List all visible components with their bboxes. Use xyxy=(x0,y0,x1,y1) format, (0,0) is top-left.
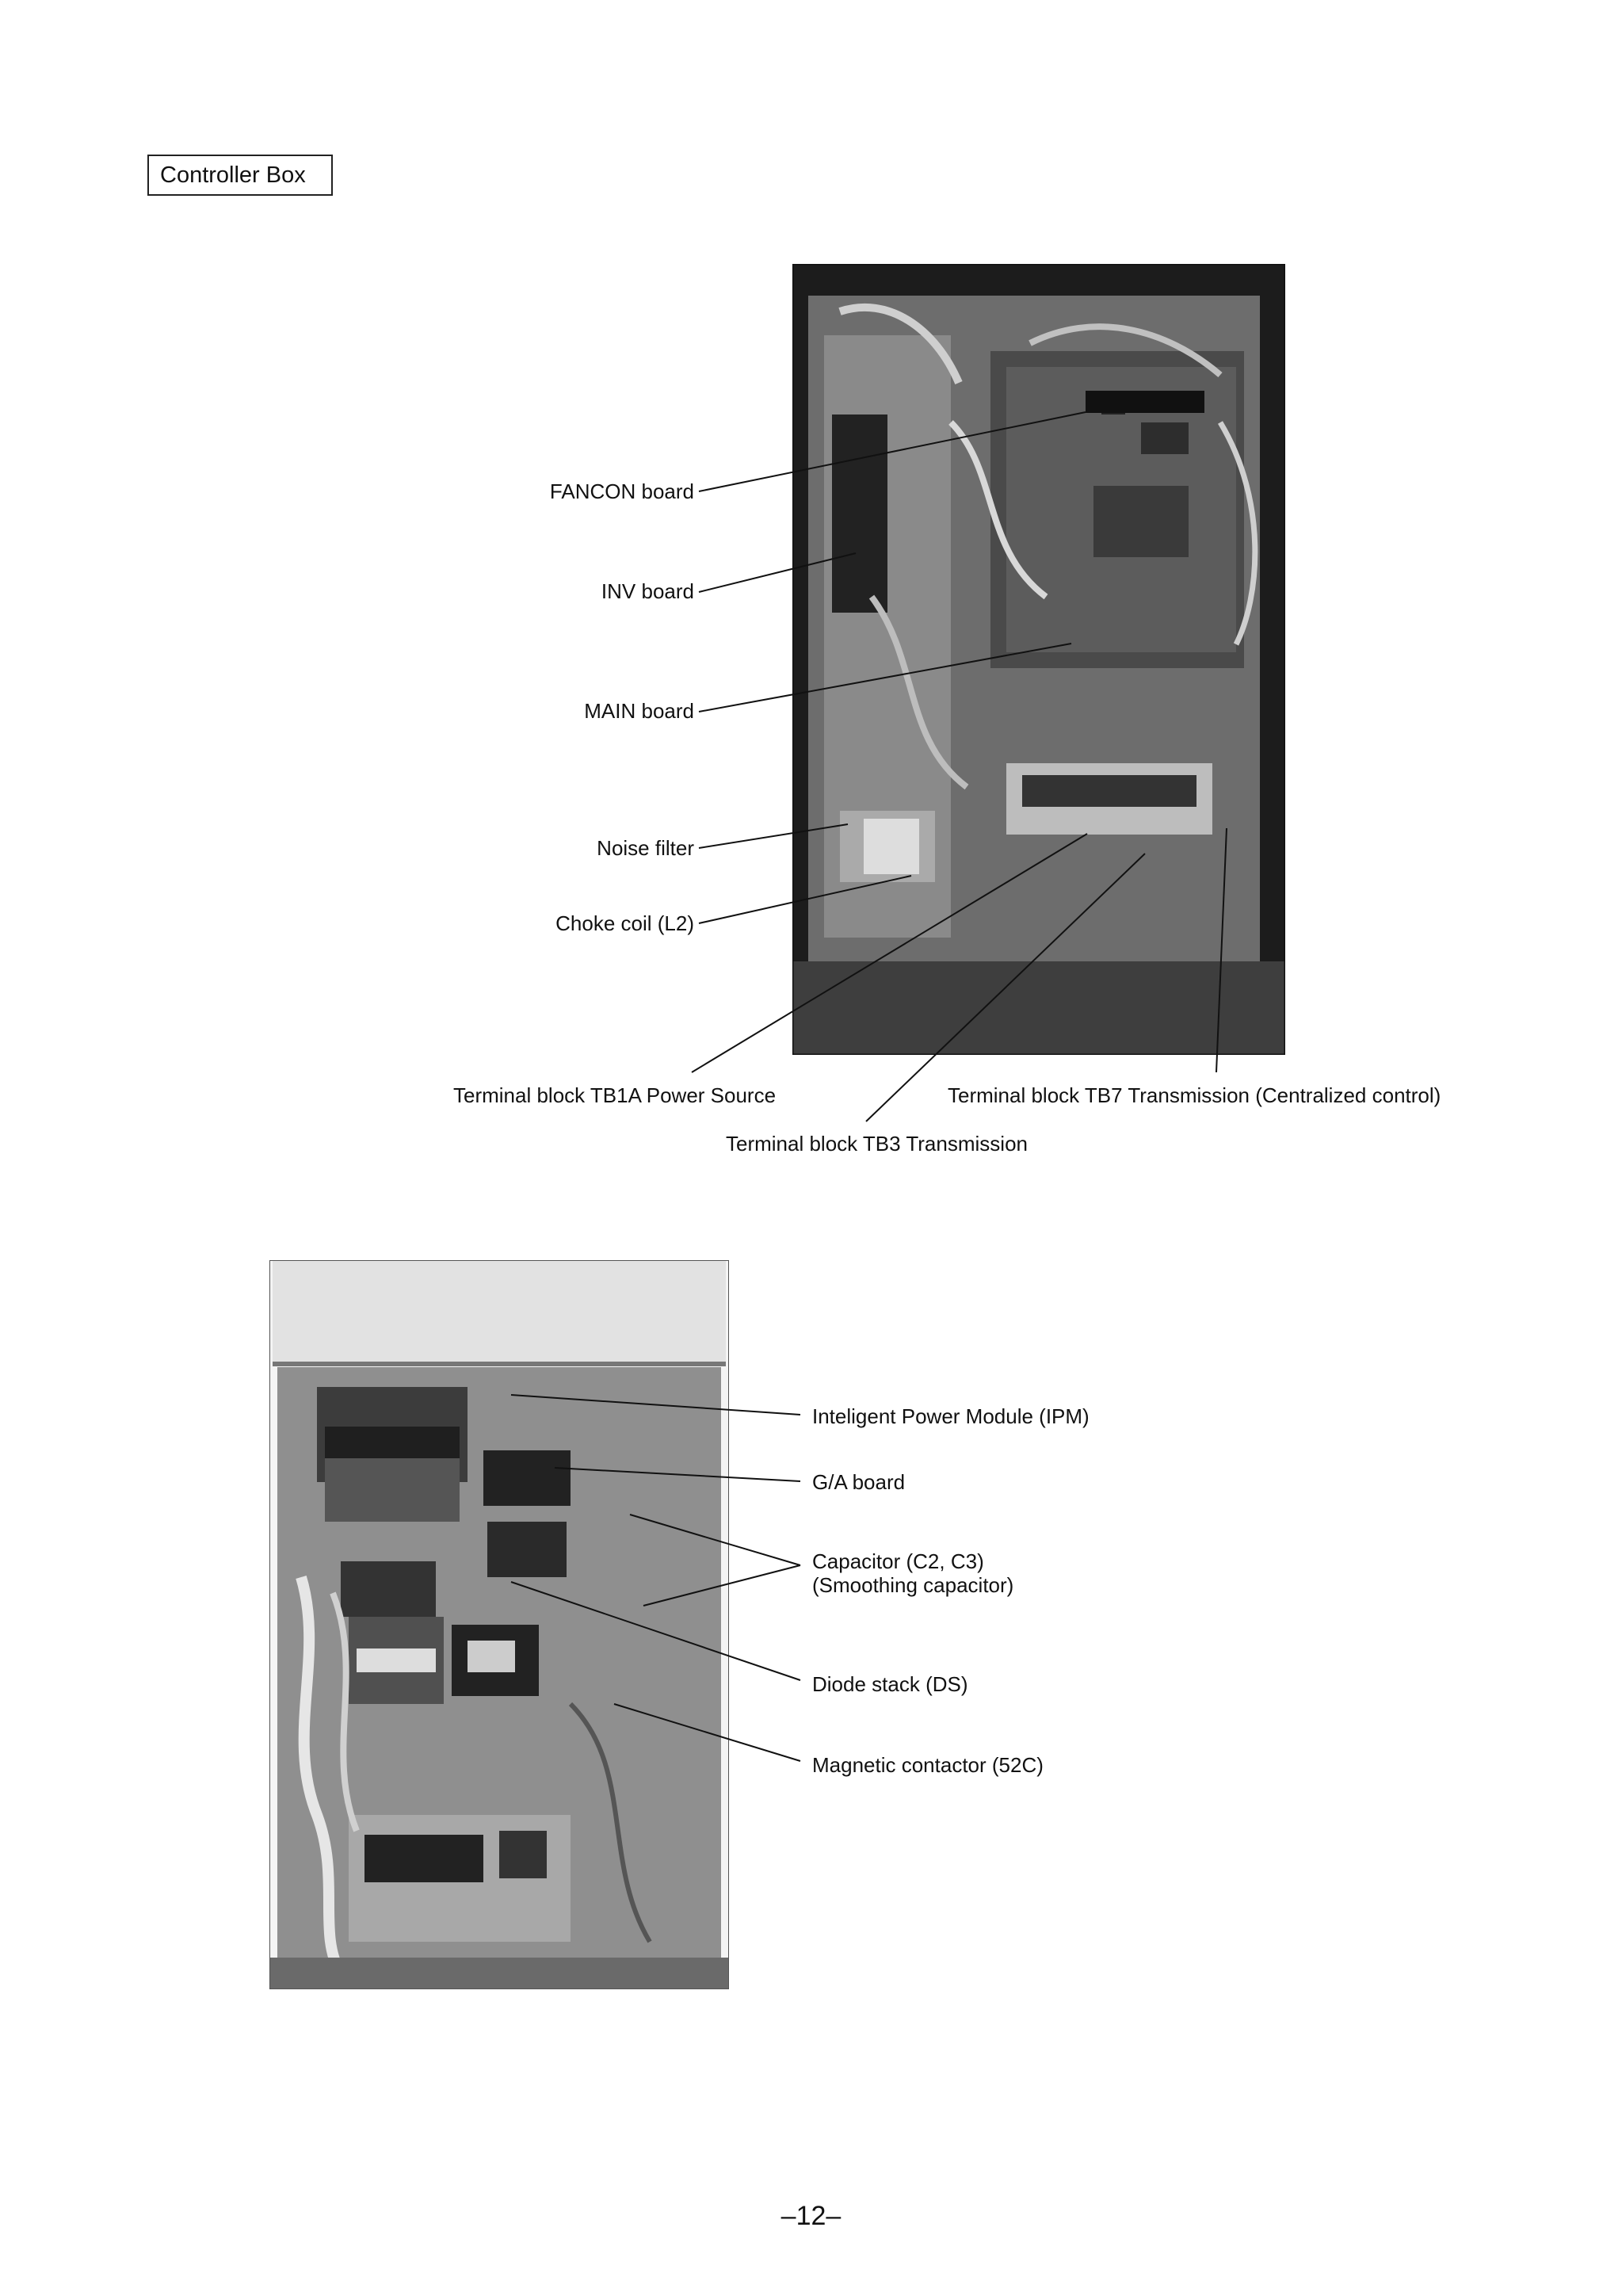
label-main-board: MAIN board xyxy=(584,699,694,723)
leader-inv-board xyxy=(699,553,856,592)
label-terminal-block-tb7: Terminal block TB7 Transmission (Centralized control) xyxy=(948,1083,1441,1107)
leader-capacitor-b xyxy=(643,1565,800,1606)
label-diode-stack: Diode stack (DS) xyxy=(812,1672,968,1696)
leader-choke-coil xyxy=(699,876,911,923)
leader-noise-filter xyxy=(699,824,848,848)
label-inv-board: INV board xyxy=(601,579,694,603)
leader-magnetic-contactor xyxy=(614,1704,800,1761)
label-ipm: Inteligent Power Module (IPM) xyxy=(812,1404,1090,1428)
label-magnetic-contactor: Magnetic contactor (52C) xyxy=(812,1753,1044,1777)
leader-fancon-board xyxy=(699,412,1086,491)
label-ga-board: G/A board xyxy=(812,1470,906,1494)
leader-main-board xyxy=(699,644,1071,712)
leader-tb7 xyxy=(1216,828,1227,1072)
label-fancon-board: FANCON board xyxy=(549,479,694,503)
leader-ga-board xyxy=(555,1468,800,1481)
leader-ipm xyxy=(511,1395,800,1415)
section-title: Controller Box xyxy=(147,155,333,196)
leader-tb3 xyxy=(866,854,1145,1121)
page-number: –12– xyxy=(780,2201,842,2231)
label-capacitor: Capacitor (C2, C3) (Smoothing capacitor) xyxy=(812,1549,1014,1597)
label-terminal-block-tb3: Terminal block TB3 Transmission xyxy=(726,1132,1028,1156)
leader-capacitor-a xyxy=(630,1515,800,1565)
label-noise-filter: Noise filter xyxy=(597,836,694,860)
leader-tb1a xyxy=(692,834,1087,1072)
leader-diode-stack xyxy=(511,1582,800,1680)
label-choke-coil: Choke coil (L2) xyxy=(555,911,694,935)
label-terminal-block-tb1a: Terminal block TB1A Power Source xyxy=(453,1083,777,1107)
